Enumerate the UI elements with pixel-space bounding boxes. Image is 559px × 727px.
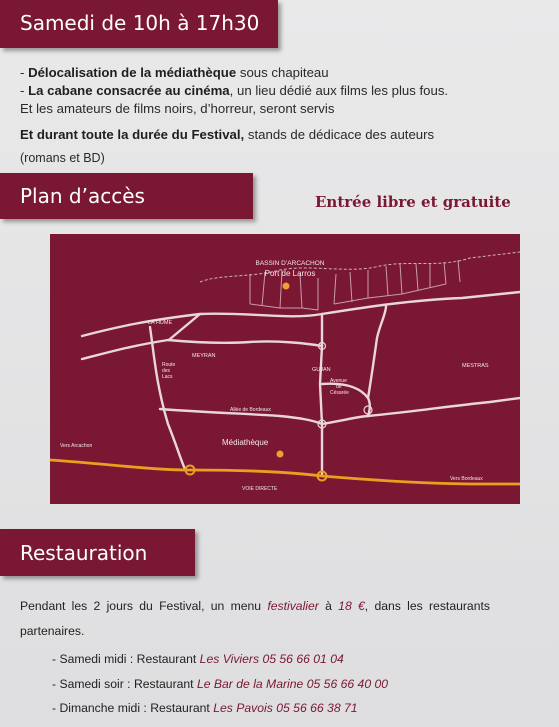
port-dot: [283, 283, 290, 290]
vers-bordeaux-label: Vers Bordeaux: [450, 476, 483, 482]
bassin-label: BASSIN D’ARCACHON: [255, 260, 325, 267]
restauration-banner: [0, 529, 195, 576]
access-map: [50, 234, 520, 504]
entry-free-label: Entrée libre et gratuite: [315, 193, 511, 211]
schedule-line: (romans et BD): [20, 151, 105, 165]
coastline: [200, 252, 520, 282]
schedule-line: Et durant toute la durée du Festival, stands de dédicace des auteurs: [20, 127, 435, 142]
schedule-banner: [0, 0, 278, 48]
access-title: Plan d’accès: [20, 184, 145, 208]
road-east-c: [368, 306, 386, 398]
access-banner: [0, 173, 253, 219]
vers-arcachon-label: Vers Arcachon: [60, 443, 93, 449]
restauration-intro: Pendant les 2 jours du Festival, un menu festivalier à 18 €, dans les restaurants partenaires.: [20, 599, 490, 638]
mediatheque-dot: [277, 451, 284, 458]
avenue-label: Avenue de Césarée: [330, 378, 349, 396]
schedule-line: - Délocalisation de la médiathèque sous chapiteau: [20, 65, 329, 80]
allee-label: Allée de Bordeaux: [230, 407, 271, 413]
restauration-title: Restauration: [20, 541, 148, 565]
port-label: Port de Larros: [264, 269, 316, 278]
restaurant-item: - Samedi midi : Restaurant Les Viviers 05 56 66 01 04: [52, 652, 344, 666]
schedule-title: Samedi de 10h à 17h30: [20, 11, 260, 35]
hume-label: LA HUME: [148, 320, 173, 326]
meyran-label: MEYRAN: [192, 353, 216, 359]
gujan-label: GUJAN: [312, 367, 331, 373]
schedule-line: Et les amateurs de films noirs, d’horreur, seront servis: [20, 101, 335, 116]
road-east-b: [322, 398, 520, 424]
road-lacs: [150, 327, 186, 471]
map-svg: [50, 234, 520, 504]
voie-directe-label: VOIE DIRECTE: [242, 486, 278, 492]
route-lacs-label: Route des Lacs: [162, 362, 176, 380]
mestras-label: MESTRAS: [462, 363, 489, 369]
road-east-a: [322, 384, 370, 416]
schedule-line: - La cabane consacrée au cinéma, un lieu dédié aux films les plus fous.: [20, 83, 449, 98]
road-north: [168, 314, 322, 346]
mediatheque-label: Médiathèque: [222, 438, 269, 447]
restaurant-item: - Samedi soir : Restaurant Le Bar de la Marine 05 56 66 40 00: [52, 677, 389, 691]
road-cesaree: [320, 314, 322, 476]
restaurant-item: - Dimanche midi : Restaurant Les Pavois 05 56 66 38 71: [52, 701, 358, 715]
